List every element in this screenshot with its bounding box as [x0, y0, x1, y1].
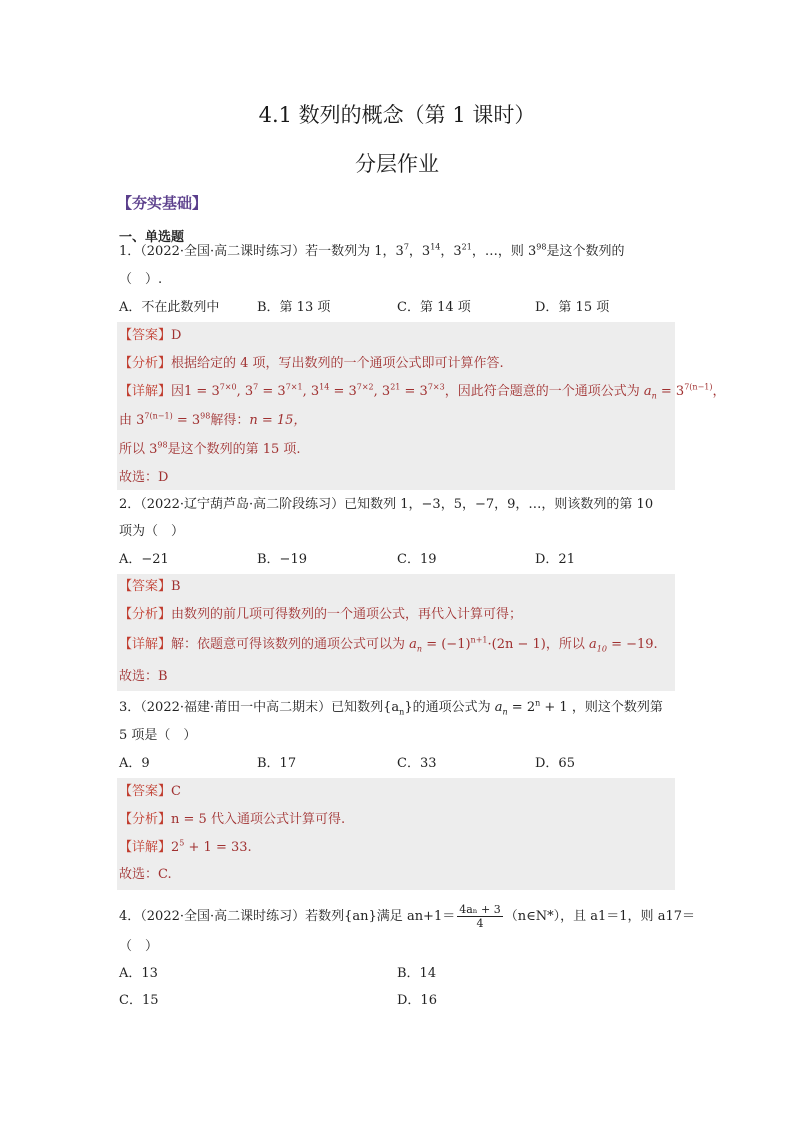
q4-number: 4． — [119, 909, 141, 924]
q3-choose-text: 故选：C. — [119, 867, 172, 882]
q1-option-c: C．第 14 项 — [397, 300, 471, 315]
q2-solution-box — [117, 574, 675, 691]
q3-analysis — [119, 811, 345, 829]
q3-option-c: C．33 — [397, 756, 437, 771]
q3-detail-label: 【详解】 — [119, 840, 172, 855]
q4-paren: （ ） — [119, 939, 159, 954]
q2-stem — [119, 496, 653, 514]
q3-analysis-label: 【分析】 — [119, 812, 172, 827]
q1-answer-value: D — [171, 328, 182, 343]
q2-stem-text: 已知数列 1，−3，5，−7，9，…，则该数列的第 10 — [344, 497, 654, 512]
q1-stem-a: 若一数列为 1，3 — [305, 244, 404, 259]
q1-detail-label: 【详解】 — [119, 384, 172, 399]
q4-stem — [119, 903, 695, 930]
q3-stem-2: 5 项是（ ） — [119, 728, 197, 743]
q1-exp-14: 14 — [430, 242, 441, 252]
q2-number: 2． — [119, 497, 141, 512]
q3-option-a: A．9 — [119, 756, 150, 771]
q1-exp-7: 7 — [403, 242, 409, 252]
q2-option-a: A．−21 — [119, 552, 169, 567]
q2-detail-label: 【详解】 — [119, 637, 172, 652]
q2-analysis-label: 【分析】 — [119, 607, 172, 622]
q1-detail-line-3: 所以 $3^{98}$是这个数列的第 15 项. — [119, 440, 301, 457]
q3-source: （2022·福建·莆田一中高二期末） — [140, 700, 332, 715]
q4-stem-a: 若数列{an}满足 an+1＝ — [305, 909, 456, 924]
section-label: 【夯实基础】 — [117, 194, 208, 212]
q2-detail-b: ，所以 — [545, 637, 589, 652]
q1-exp-98: 98 — [536, 242, 547, 252]
q1-source: （2022·全国·高二课时练习） — [140, 244, 306, 259]
q2-option-b: B．−19 — [257, 552, 307, 567]
page-title: 4.1 数列的概念（第 1 课时） — [258, 103, 536, 127]
q1-analysis-label: 【分析】 — [119, 356, 172, 371]
q1-option-b: B．第 13 项 — [257, 300, 331, 315]
q2-detail: 【详解】解：依题意可得该数列的通项公式可以为 $a_n = (-1)^{n+1}\cdot(2n - 1)$，所以 $a_{10} = -19$. — [119, 635, 658, 654]
subsection-heading: 一、单选题 — [119, 230, 185, 245]
q2-option-d: D．21 — [535, 552, 575, 567]
q1-stem-tail: 是这个数列的 — [546, 244, 625, 259]
q3-option-d: D．65 — [535, 756, 575, 771]
q1-paren: （ ）. — [119, 272, 163, 287]
q3-detail-base: 2 — [171, 840, 180, 855]
q4-frac-num: 4aₙ + 3 — [459, 903, 501, 916]
q2-detail-text: 解：依题意可得该数列的通项公式可以为 — [171, 637, 410, 652]
q4-frac-den: 4 — [476, 917, 484, 930]
q1-detail-1b: ，因此符合题意的一个通项公式为 — [444, 384, 644, 399]
q1-detail-3: 所以 3 — [119, 442, 158, 457]
q2-detail-c: = −19. — [606, 637, 658, 652]
q1-stem-end: ，…，则 3 — [471, 244, 537, 259]
q2-stem-2: 项为（ ） — [119, 524, 185, 539]
q1-choose-text: 故选：D — [119, 470, 169, 485]
q4-option-c: C．15 — [119, 993, 159, 1008]
q1-detail-line-1: 【详解】因$1 = 3^{7\times 0}$, $3^7 = 3^{7\times 1}$, $3^{14} = 3^{7\times 2}$, $3^{21} = 3^{7\times 3}$，因此符合题意的一个通项公式为 $a_n = 3^{7(n-1)}$， — [119, 382, 726, 401]
q1-detail-2c: n = 15， — [249, 413, 307, 428]
q4-option-b: B．14 — [397, 966, 437, 981]
q1-number: 1． — [119, 244, 141, 259]
q3-answer — [119, 783, 181, 801]
q3-answer-label: 【答案】 — [119, 784, 172, 799]
q1-analysis — [119, 355, 504, 373]
q2-source: （2022·辽宁葫芦岛·高二阶段练习） — [140, 497, 345, 512]
q1-analysis-text: 根据给定的 4 项，写出数列的一个通项公式即可计算作答. — [171, 356, 504, 371]
q2-answer-value: B — [171, 579, 181, 594]
q4-option-d: D．16 — [397, 993, 437, 1008]
q3-option-b: B．17 — [257, 756, 297, 771]
q1-detail-1a: 因1 = 3 — [171, 384, 220, 399]
q1-detail-line-2: 由 $3^{7(n-1)} = 3^{98}$解得：n = 15， — [119, 411, 307, 428]
q1-solution-box — [117, 322, 675, 490]
q1-answer-label: 【答案】 — [119, 328, 172, 343]
q3-number: 3． — [119, 700, 141, 715]
q1-option-a: A．不在此数列中 — [119, 300, 220, 315]
page-subtitle: 分层作业 — [355, 152, 439, 176]
q1-choose — [119, 469, 168, 487]
q4-option-a: A．13 — [119, 966, 158, 981]
q1-exp-21: 21 — [461, 242, 472, 252]
q2-choose-text: 故选：B — [119, 669, 168, 684]
q3-analysis-text: n = 5 代入通项公式计算可得. — [171, 812, 346, 827]
q2-answer-label: 【答案】 — [119, 579, 172, 594]
q4-fraction — [457, 903, 503, 930]
q2-choose — [119, 668, 168, 686]
section-heading — [117, 192, 207, 213]
q3-stem-a: 已知数列{a — [331, 700, 400, 715]
q1-detail-3b: 是这个数列的第 15 项. — [167, 442, 301, 457]
q3-choose — [119, 866, 172, 884]
q3-detail-b: + 1 = 33. — [184, 840, 252, 855]
q3-stem-c: ，则这个数列第 — [571, 700, 663, 715]
q3-solution-box — [117, 778, 675, 890]
q3-answer-value: C — [171, 784, 181, 799]
q3-stem-b: }的通项公式为 — [404, 700, 495, 715]
q1-stem: 1．（2022·全国·高二课时练习）若一数列为 1，$3^7$，$3^{14}$，$3^{21}$，…，则 $3^{98}$是这个数列的 — [119, 242, 625, 259]
q2-analysis-text: 由数列的前几项可得数列的一个通项公式，再代入计算可得； — [171, 607, 523, 622]
q2-analysis — [119, 606, 522, 624]
q2-option-c: C．19 — [397, 552, 437, 567]
q4-source: （2022·全国·高二课时练习） — [140, 909, 306, 924]
q1-detail-2a: 由 3 — [119, 413, 145, 428]
q2-answer — [119, 578, 181, 596]
q3-detail: 【详解】$2^5 + 1 = 33$. — [119, 838, 252, 855]
q4-stem-b: （n∈N*），且 a1＝1，则 a17＝ — [504, 909, 695, 924]
q1-answer — [119, 327, 181, 345]
q1-option-d: D．第 15 项 — [535, 300, 610, 315]
q1-detail-2b: 解得： — [210, 413, 250, 428]
q3-stem: 3．（2022·福建·莆田一中高二期末）已知数列$\{a_n\}$的通项公式为 $a_n = 2^n + 1$ ，则这个数列第 — [119, 698, 663, 717]
